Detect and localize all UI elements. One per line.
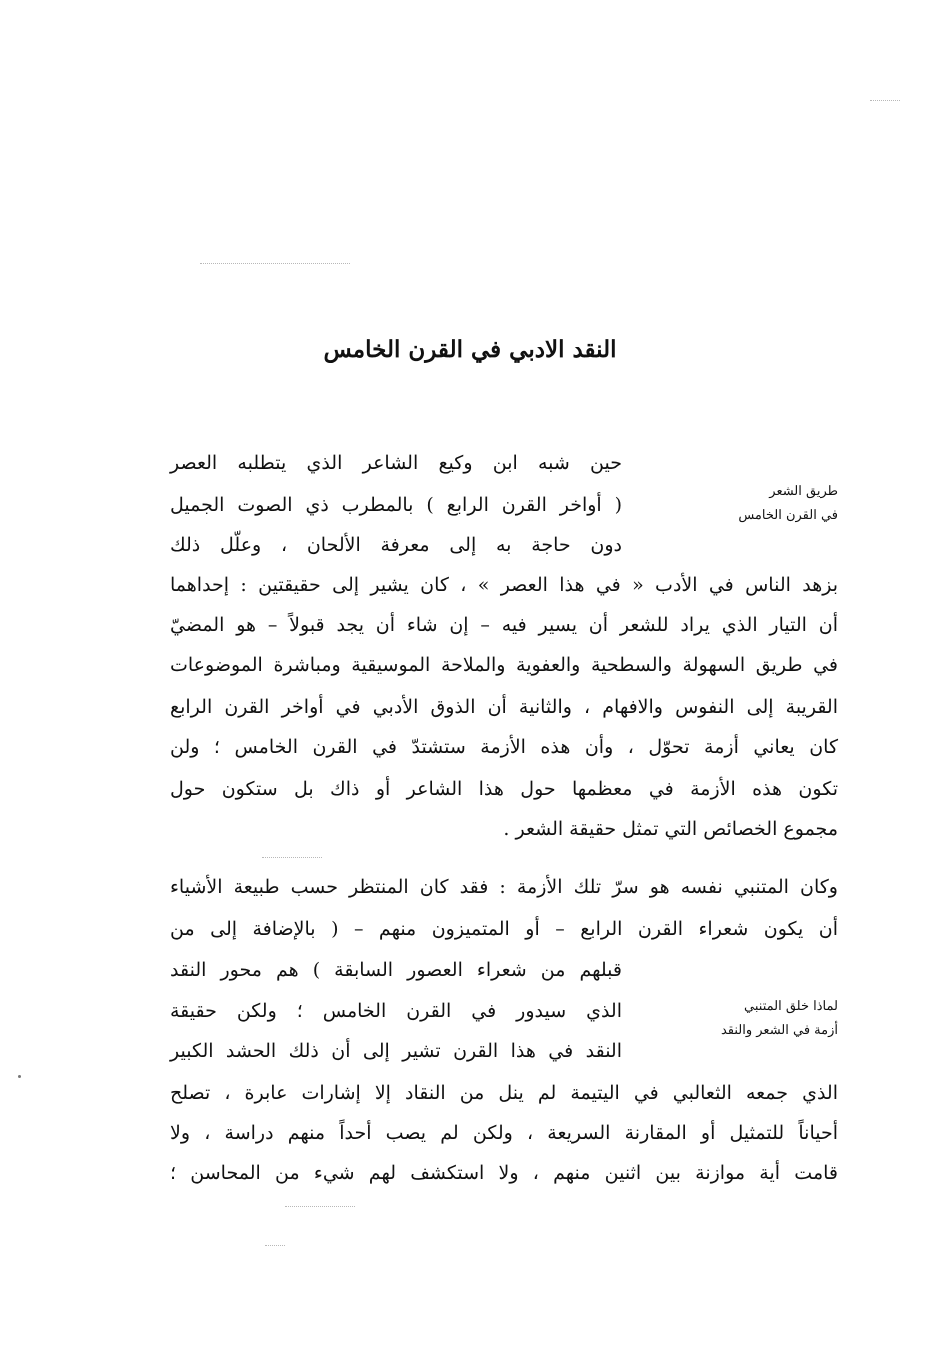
scan-speck [18,1075,21,1078]
scan-rule [200,263,350,264]
text-line: أحياناً للتمثيل أو المقارنة السريعة ، ولكن لم يصب أحداً منهم دراسة ، ولا [170,1122,838,1144]
scan-rule [265,1245,285,1246]
text-line: ( أواخر القرن الرابع ) بالمطرب ذي الصوت الجميل [170,494,622,516]
margin-note-line: في القرن الخامس [738,508,838,523]
scan-rule [262,857,322,858]
text-line: دون حاجة به إلى معرفة الألحان ، وعلّل ذلك [170,534,622,556]
margin-note-line: طريق الشعر [769,484,838,499]
text-line: حين شبه ابن وكيع الشاعر الذي يتطلبه العصر [170,452,622,474]
margin-note-line: لماذا خلق المتنبي [744,999,838,1014]
text-line: كان يعاني أزمة تحوّل ، وأن هذه الأزمة ستشتدّ في القرن الخامس ؛ ولن [170,736,838,758]
text-line: الذي سيدور في القرن الخامس ؛ ولكن حقيقة [170,1000,622,1022]
text-line: أن يكون شعراء القرن الرابع – أو المتميزون منهم – ( بالإضافة إلى من [170,918,838,940]
margin-note-2 [658,995,838,1043]
text-line: تكون هذه الأزمة في معظمها حول هذا الشاعر أو ذاك بل ستكون حول [170,778,838,800]
margin-note-1 [658,480,838,528]
text-line: مجموع الخصائص التي تمثل حقيقة الشعر . [503,818,838,840]
page-title: النقد الادبي في القرن الخامس [323,336,617,363]
text-line: أن التيار الذي يراد للشعر أن يسير فيه – إن شاء أن يجد قبولاً – هو المضيّ [170,614,838,636]
text-line: في طريق السهولة والسطحية والعفوية والملاحة الموسيقية ومباشرة الموضوعات [170,654,838,676]
text-line: القريبة إلى النفوس والافهام ، والثانية أن الذوق الأدبي في أواخر القرن الرابع [170,696,838,718]
text-line: النقد في هذا القرن تشير إلى أن ذلك الحشد الكبير [170,1040,622,1062]
scan-rule [870,100,900,101]
scan-rule [285,1206,355,1207]
text-line: قامت أية موازنة بين اثنين منهم ، ولا استكشف لهم شيء من المحاسن ؛ [170,1162,838,1184]
text-line: بزهد الناس في الأدب « في هذا العصر » ، كان يشير إلى حقيقتين : إحداهما [170,574,838,596]
text-line: الذي جمعه الثعالبي في اليتيمة لم ينل من النقاد إلا إشارات عابرة ، تصلح [170,1082,838,1104]
text-line: قبلهم من شعراء العصور السابقة ) هم محور النقد [170,959,622,981]
text-line: وكان المتنبي نفسه هو سرّ تلك الأزمة : فقد كان المنتظر حسب طبيعة الأشياء [170,876,838,898]
margin-note-line: أزمة في الشعر والنقد [720,1023,838,1038]
